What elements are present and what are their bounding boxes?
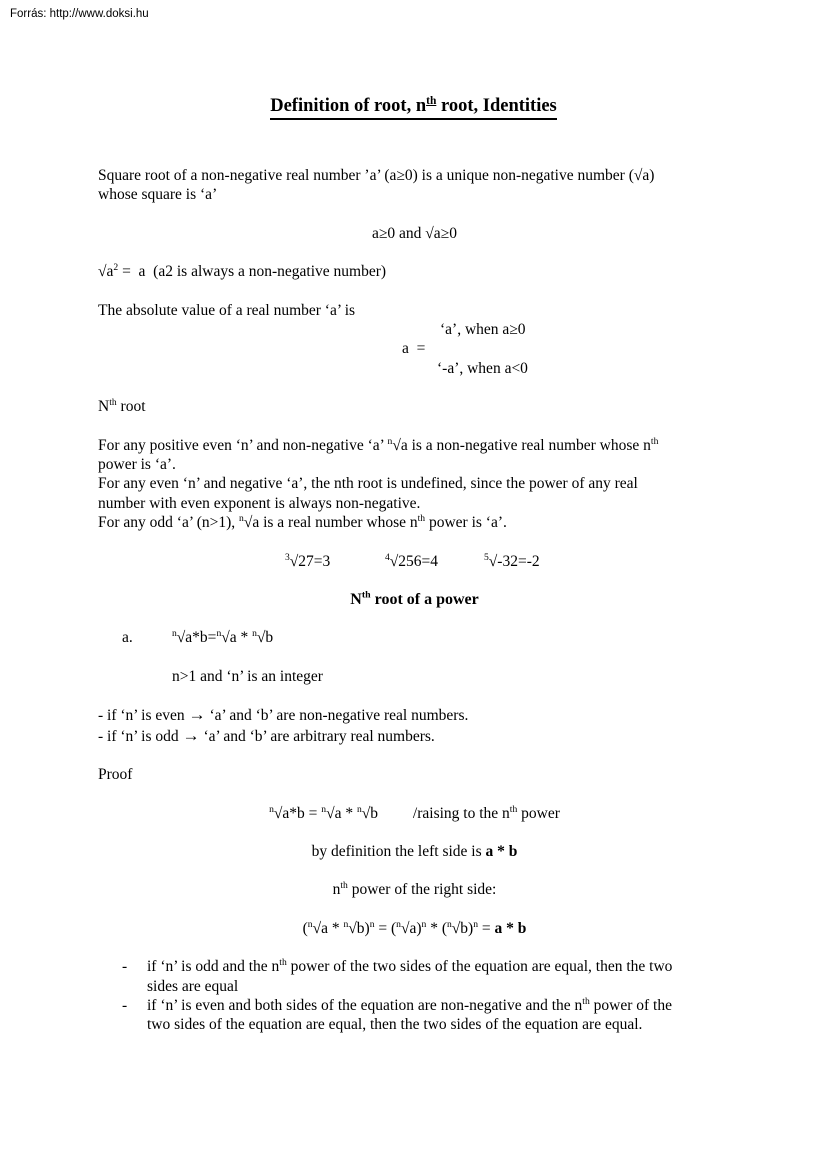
proof-heading: Proof <box>98 766 133 784</box>
nonnegative-condition-line: a≥0 and √a≥0 <box>372 224 457 242</box>
integer-condition: n>1 and ‘n’ is an integer <box>172 667 323 685</box>
proof-conclusions <box>98 957 731 1035</box>
identity-item-a <box>98 628 731 647</box>
bullet-dash: - <box>122 996 128 1014</box>
abs-case-positive: ‘a’, when a≥0 <box>440 321 526 339</box>
conclusion-even-text: if ‘n’ is even and both sides of the equation are non-negative and the $n^{th}$ power of the two sides of the equation are equal, then the two sides of the equation are equal. <box>147 995 672 1034</box>
parity-rules <box>98 705 731 746</box>
item-a-label: a. <box>122 629 133 647</box>
example-fifth-root: $^5$√-32=-2 <box>484 551 540 570</box>
example-fourth-root: $^4$√256=4 <box>385 551 439 570</box>
absolute-value-definition <box>98 320 731 378</box>
absolute-value-intro: The absolute value of a real number ‘a’ is <box>98 301 356 319</box>
nth-root-heading: $N^{th}$ root <box>98 397 146 416</box>
power-section-heading: $N^{th}$ root of a power <box>350 589 479 609</box>
document-content <box>98 166 731 1054</box>
document-title: Definition of root, $n^{th}$ root, Identities <box>270 96 557 120</box>
proof-step-right-side-label: $n^{th}$ power of the right side: <box>332 880 497 899</box>
nth-root-body: For any positive even ‘n’ and non-negative ‘a’ $^n$√a is a non-negative real number whose $n^{th}$ power is ‘a’. For any even ‘n’ and negative ‘a’, the nth root is undefined, since the power of any real number with even exponent is always non-negative. For any odd ‘a’ (n>1), $^n$√a is a real number whose $n^{th}$ power is ‘a’. <box>98 435 659 532</box>
sqrt-identity-line: $√a^2 = a$ (a2 is always a non-negative number) <box>98 262 387 281</box>
bullet-dash: - <box>122 958 128 976</box>
conclusion-odd-case <box>98 957 731 996</box>
conclusion-even-case <box>98 996 731 1035</box>
proof-step-equation: $(^n√a * ^n√b)^n = (^n√a)^n * (^n√b)^n = a * b$ <box>302 918 527 937</box>
abs-case-negative: ‘-a’, when a<0 <box>437 359 528 377</box>
conclusion-odd-text: if ‘n’ is odd and the $n^{th}$ power of the two sides of the equation are equal, then the two sides are equal <box>147 956 673 995</box>
intro-paragraph: Square root of a non-negative real number ’a’ (a≥0) is a unique non-negative number (√a) whose square is ‘a’ <box>98 167 655 204</box>
proof-step-raise: $^n$√a*b = $^n$√a * $^n$√b /raising to the $n^{th}$ power <box>269 803 560 822</box>
title-row <box>0 96 827 120</box>
root-examples <box>98 552 731 571</box>
source-watermark: Forrás: http://www.doksi.hu <box>10 8 149 20</box>
item-a-formula: $^n$√a*b=$^n$√a * $^n$√b <box>172 628 274 647</box>
odd-rule: - if ‘n’ is odd → ‘a’ and ‘b’ are arbitrary real numbers. <box>98 725 435 745</box>
even-rule: - if ‘n’ is even → ‘a’ and ‘b’ are non-negative real numbers. <box>98 705 469 725</box>
example-cube-root: $^3$√27=3 <box>285 551 331 570</box>
proof-step-left-side: by definition the left side is a * b <box>311 842 518 860</box>
abs-equals: a = <box>402 340 426 358</box>
